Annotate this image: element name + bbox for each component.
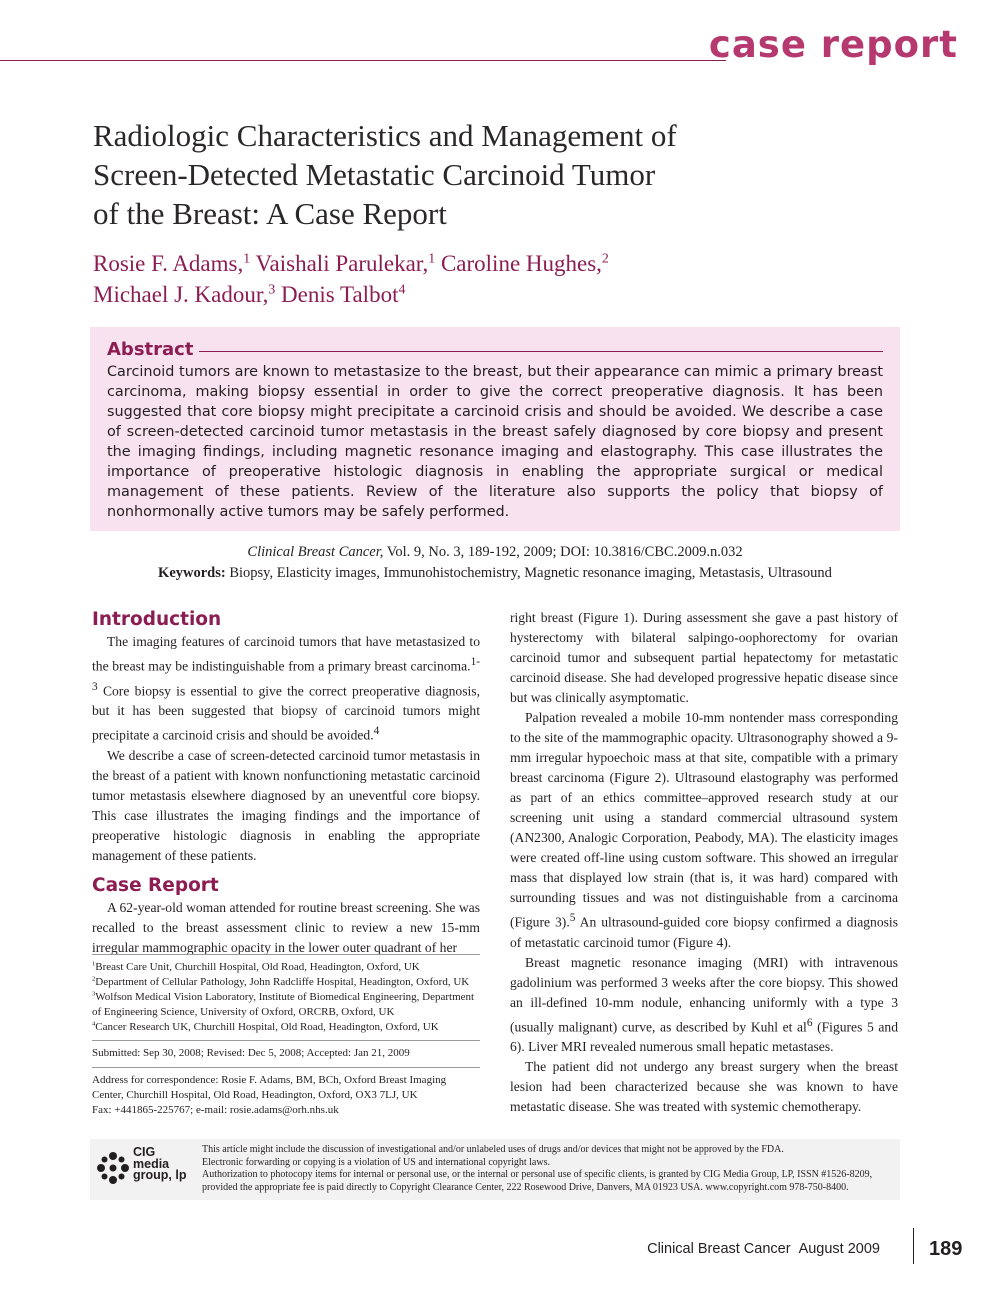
author-name: Caroline Hughes,: [440, 251, 602, 276]
correspondence: [92, 1073, 482, 1118]
affiliation-number: 4: [92, 1020, 96, 1028]
keywords: [90, 563, 900, 583]
copyright-line: Authorization to photocopy items for internal or personal use, or the internal or personal use of specific clients, is granted by CIG Media Group, LP, ISSN #1526-8209,: [202, 1169, 873, 1180]
case-paragraph: [510, 953, 898, 1058]
affiliation-number: 2: [92, 975, 96, 983]
citation-journal: Clinical Breast Cancer,: [247, 544, 384, 560]
copyright-notice: [202, 1144, 892, 1194]
author-affiliation-number: 1: [243, 250, 251, 266]
reference-number: 1-3: [92, 656, 480, 693]
footer-date: August 2009: [798, 1241, 880, 1257]
footer-journal-name: Clinical Breast Cancer: [647, 1241, 791, 1257]
author-affiliation-number: 4: [398, 281, 406, 297]
keywords-label: Keywords:: [158, 565, 226, 581]
abstract-rule: [197, 351, 883, 352]
affiliation-number: 1: [92, 960, 96, 968]
correspondence-line: Address for correspondence: Rosie F. Adams, BM, BCh, Oxford Breast Imaging: [92, 1074, 447, 1086]
footer-divider: [913, 1228, 914, 1264]
footnote-rule: [92, 1040, 480, 1041]
case-paragraph: [510, 708, 898, 953]
affiliation-text: Wolfson Medical Vision Laboratory, Institute of Biomedical Engineering, Department of Engineering Science, University of Oxford, ORCRB, Oxford, UK: [92, 991, 475, 1018]
title-line: Radiologic Characteristics and Management of: [93, 118, 677, 153]
copyright-line: Electronic forwarding or copying is a violation of US and international copyright laws.: [202, 1156, 550, 1168]
affiliation: [92, 960, 482, 975]
case-text: Breast magnetic resonance imaging (MRI) with intravenous gadolinium was performed 3 weeks after the core biopsy. This showed an ill-defined 10-mm nodule, enhancing uniformly with a type 3 (usually malignant) curve, as described by Kuhl et al: [510, 954, 898, 1035]
author-affiliation-number: 2: [601, 250, 609, 266]
logo-line: media: [133, 1156, 170, 1171]
title-line: of the Breast: A Case Report: [93, 196, 447, 231]
correspondence-line: Fax: +441865-225767; e-mail: rosie.adams@orh.nhs.uk: [92, 1104, 339, 1116]
reference-number: 4: [373, 725, 380, 738]
reference-number: 6: [806, 1016, 813, 1029]
case-text: Palpation revealed a mobile 10-mm nontender mass corresponding to the site of the mammographic opacity. Ultrasonography showed a 9-mm irregular hypoechoic mass at that site, compatible with a primary breast carcinoma (Figure 2). Ultrasound elastography was performed as part of an ethics committee–approved research study at our screening unit using a standard commercial ultrasound system (AN2300, Analogic Corporation, Peabody, MA). The elasticity images were created off-line using custom software. This showed an irregular mass that displayed low strain (that is, it was hard) compared with surrounding tissues and was not distinguishable from a carcinoma (Figure 3).: [510, 710, 898, 930]
affiliation: [92, 975, 482, 990]
introduction-heading: Introduction: [92, 609, 222, 630]
citation-details: Vol. 9, No. 3, 189-192, 2009; DOI: 10.3816/CBC.2009.n.032: [383, 544, 743, 560]
copyright-line: This article might include the discussion of investigational and/or unlabeled uses of drugs and/or devices that might not be approved by the FDA.: [202, 1144, 784, 1155]
keywords-list: Biopsy, Elasticity images, Immunohistochemistry, Magnetic resonance imaging, Metastasis, Ultrasound: [225, 565, 832, 581]
author-name: Vaishali Parulekar,: [255, 251, 429, 276]
author-line: [93, 279, 793, 310]
abstract-text: Carcinoid tumors are known to metastasize to the breast, but their appearance can mimic a primary breast carcinoma, making biopsy essential in order to give the correct preoperative diagnosis. It has been suggested that core biopsy might precipitate a carcinoid crisis and should be avoided. We describe a case of screen-detected carcinoid tumor metastasis in the breast safely diagnosed by core biopsy and present the imaging findings, including magnetic resonance imaging and elastography. This case illustrates the importance of preoperative histologic diagnosis in enabling the appropriate surgical or medical management of these patients. Review of the literature also supports the policy that biopsy of nonhormonally active tumors may be safely performed.: [107, 364, 883, 520]
title-line: Screen-Detected Metastatic Carcinoid Tumor: [93, 157, 656, 192]
footnote-rule: [92, 1067, 480, 1068]
copyright-line: provided the appropriate fee is paid directly to Copyright Clearance Center, 222 Rosewood Drive, Danvers, MA 01923 USA. www.copyright.com 978-750-8400.: [202, 1181, 849, 1193]
footer-journal: [647, 1241, 880, 1257]
case-text: (Figures 5 and 6). Liver MRI revealed numerous small hepatic metastases.: [510, 1019, 898, 1055]
author-line: [93, 248, 793, 279]
case-text: An ultrasound-guided core biopsy confirmed a diagnosis of metastatic carcinoid tumor (Figure 4).: [510, 914, 898, 950]
affiliations: [92, 960, 482, 1035]
affiliation-number: 3: [92, 990, 96, 998]
left-column: [92, 608, 480, 958]
intro-paragraph: We describe a case of screen-detected carcinoid tumor metastasis in the breast of a patient with known nonfunctioning metastatic carcinoid tumor metastasis elsewhere diagnosed by an uneventful core biopsy. This case illustrates the imaging findings and the importance of preoperative histologic diagnosis in enabling the appropriate management of these patients.: [92, 747, 480, 863]
correspondence-line: Center, Churchill Hospital, Old Road, Headington, Oxford, OX3 7LJ, UK: [92, 1089, 418, 1101]
intro-paragraph: [92, 632, 480, 746]
logo-line: group, lp: [133, 1168, 187, 1182]
submission-dates: Submitted: Sep 30, 2008; Revised: Dec 5, 2008; Accepted: Jan 21, 2009: [92, 1047, 410, 1059]
affiliation-text: Cancer Research UK, Churchill Hospital, Old Road, Headington, Oxford, UK: [95, 1021, 439, 1033]
header-rule: [0, 60, 726, 61]
affiliation: [92, 1020, 482, 1035]
author-name: Denis Talbot: [281, 282, 399, 307]
case-paragraph: A 62-year-old woman attended for routine breast screening. She was recalled to the breast assessment clinic to review a new 15-mm irregular mammographic opacity in the lower outer quadrant of her: [92, 899, 480, 955]
author-affiliation-number: 1: [428, 250, 436, 266]
footnote-rule: [92, 954, 480, 955]
case-report-heading: Case Report: [92, 874, 219, 896]
author-name: Michael J. Kadour,: [93, 282, 269, 307]
publisher-logo-text: [133, 1147, 186, 1182]
abstract-heading: Abstract: [107, 339, 199, 361]
article-title: [93, 116, 753, 233]
case-paragraph: right breast (Figure 1). During assessment she gave a past history of hysterectomy with bilateral salpingo-oophorectomy for ovarian carcinoid tumor and subsequent partial hepatectomy for metastatic carcinoid disease. She had developed progressive hepatic disease since but was clinically asymptomatic.: [510, 610, 898, 705]
affiliation-text: Department of Cellular Pathology, John Radcliffe Hospital, Headington, Oxford, UK: [95, 976, 470, 988]
citation: [90, 542, 900, 562]
author-name: Rosie F. Adams,: [93, 251, 244, 276]
affiliation-text: Breast Care Unit, Churchill Hospital, Old Road, Headington, Oxford, UK: [95, 961, 420, 973]
case-paragraph: The patient did not undergo any breast surgery when the breast lesion had been characterized because she was known to have metastatic disease. She was treated with systemic chemotherapy.: [510, 1059, 898, 1115]
logo-line: CIG: [133, 1145, 156, 1159]
section-tag: case report: [708, 23, 958, 66]
author-affiliation-number: 3: [268, 281, 276, 297]
affiliation: [92, 990, 482, 1020]
page-number: 189: [929, 1238, 963, 1260]
reference-number: 5: [569, 912, 576, 924]
intro-text: The imaging features of carcinoid tumors that have metastasized to the breast may be indistinguishable from a primary breast carcinoma.: [92, 634, 480, 674]
cig-logo-icon: [95, 1150, 131, 1186]
intro-text: Core biopsy is essential to give the correct preoperative diagnosis, but it has been suggested that biopsy of carcinoid tumors might precipitate a carcinoid crisis and should be avoided.: [92, 683, 480, 743]
right-column: [510, 608, 898, 1117]
author-list: [93, 248, 793, 310]
